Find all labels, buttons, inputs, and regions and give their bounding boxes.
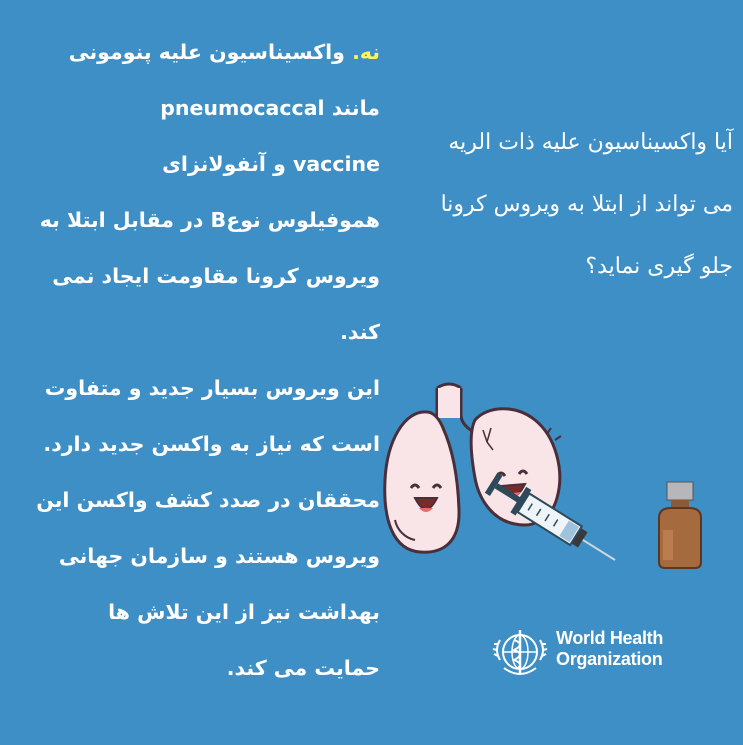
question-line-2: می تواند از ابتلا به ویروس کرونا bbox=[440, 192, 733, 217]
answer-line-2: مانند pneumocaccal bbox=[160, 96, 380, 120]
answer-text bbox=[18, 24, 380, 696]
answer-line-10: ویروس هستند و سازمان جهانی bbox=[58, 544, 380, 568]
question-line-1: آیا واکسیناسیون علیه ذات الریه bbox=[448, 130, 733, 155]
vial-icon bbox=[659, 482, 701, 568]
answer-line-8: است که نیاز به واکسن جدید دارد. bbox=[43, 432, 380, 456]
answer-line-6: کند. bbox=[340, 320, 380, 344]
answer-line-11: بهداشت نیز از این تلاش ها bbox=[108, 600, 380, 624]
who-logo-line-2: Organization bbox=[556, 649, 663, 669]
question-line-3: جلو گیری نماید؟ bbox=[585, 254, 733, 279]
who-emblem-icon bbox=[490, 622, 550, 682]
answer-line-1: نه. واکسیناسیون علیه پنومونی bbox=[68, 40, 380, 64]
question-text bbox=[388, 112, 733, 298]
answer-line-12: حمایت می کند. bbox=[226, 656, 380, 680]
who-logo-line-1: World Health bbox=[556, 628, 664, 648]
answer-highlight: نه. bbox=[352, 40, 380, 64]
answer-line-4: هموفیلوس نوعB در مقابل ابتلا به bbox=[39, 208, 380, 232]
lungs-and-vaccine-illustration bbox=[375, 370, 743, 600]
left-lung-icon bbox=[385, 412, 459, 552]
answer-line-9: محققان در صدد کشف واکسن این bbox=[36, 488, 380, 512]
answer-line-3: vaccine و آنفولانزای bbox=[162, 152, 380, 176]
answer-line-5: ویروس کرونا مقاومت ایجاد نمی bbox=[52, 264, 380, 288]
answer-line-7: این ویروس بسیار جدید و متفاوت bbox=[44, 376, 380, 400]
who-logo-text bbox=[556, 628, 663, 670]
